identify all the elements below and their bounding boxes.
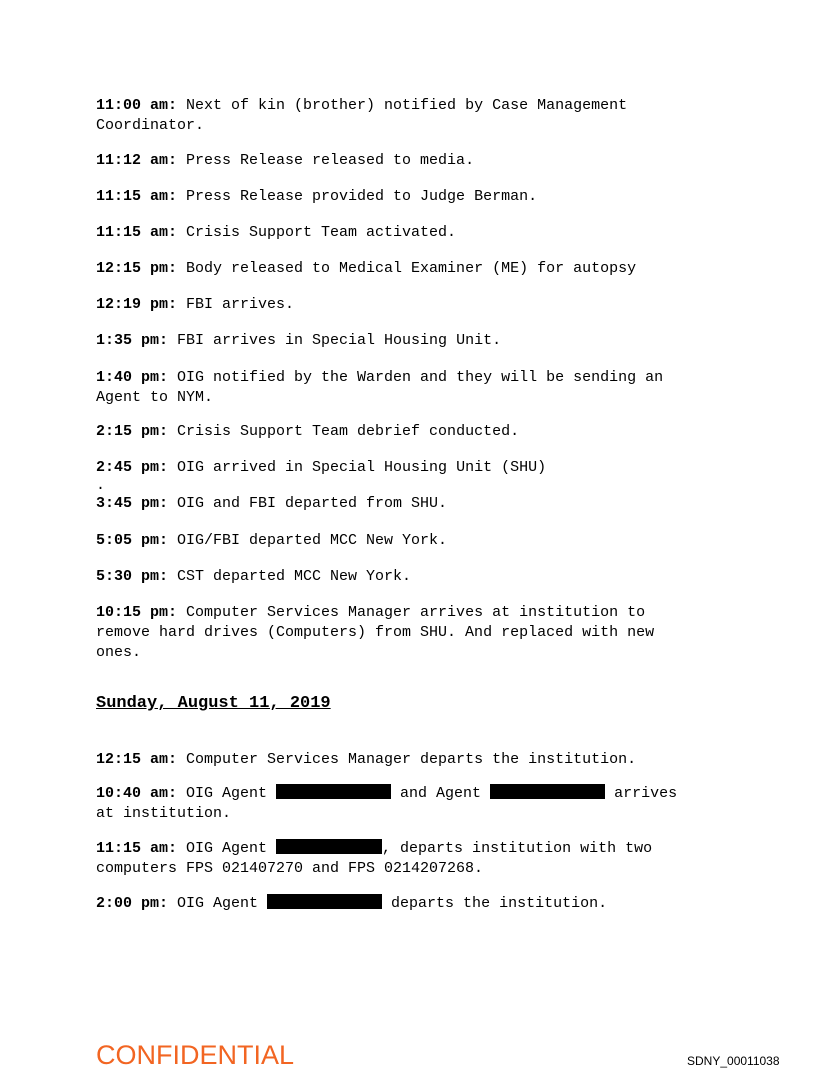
- entry-text: and Agent: [391, 785, 491, 802]
- redaction-box: [276, 839, 382, 854]
- entry-text: OIG/FBI departed MCC New York.: [168, 532, 448, 549]
- timeline-entry: [96, 494, 716, 514]
- entry-time: 11:12 am:: [96, 152, 178, 169]
- entry-text: FBI arrives in Special Housing Unit.: [168, 332, 502, 349]
- timeline-entry: [96, 839, 716, 879]
- timeline-entry: [96, 331, 716, 351]
- timeline-entry: [96, 784, 716, 824]
- entry-time: 11:15 am:: [96, 224, 178, 241]
- entry-text: OIG Agent: [168, 895, 268, 912]
- entry-text: Press Release released to media.: [177, 152, 475, 169]
- entry-time: 2:00 pm:: [96, 895, 169, 912]
- entry-time: 11:15 am:: [96, 840, 178, 857]
- entry-text: Body released to Medical Examiner (ME) for autopsy: [177, 260, 637, 277]
- entry-text: Computer Services Manager arrives at institution to remove hard drives (Computers) from SHU. And replaced with new ones.: [96, 604, 655, 661]
- entry-text: OIG notified by the Warden and they will be sending an Agent to NYM.: [96, 369, 664, 406]
- bates-number: SDNY_00011038: [687, 1054, 780, 1068]
- entry-text: OIG arrived in Special Housing Unit (SHU): [168, 459, 547, 476]
- stray-mark: .: [96, 477, 106, 494]
- timeline-entry: [96, 531, 716, 551]
- entry-text: CST departed MCC New York.: [168, 568, 412, 585]
- entry-text: Press Release provided to Judge Berman.: [177, 188, 538, 205]
- entry-time: 12:15 am:: [96, 751, 178, 768]
- entry-time: 10:15 pm:: [96, 604, 178, 621]
- redaction-box: [267, 894, 382, 909]
- timeline-entry: [96, 422, 716, 442]
- timeline-entry: [96, 259, 716, 279]
- entry-text: OIG Agent: [177, 785, 277, 802]
- entry-text: OIG and FBI departed from SHU.: [168, 495, 448, 512]
- entry-time: 2:45 pm:: [96, 459, 169, 476]
- entry-time: 11:00 am:: [96, 97, 178, 114]
- entry-time: 5:05 pm:: [96, 532, 169, 549]
- timeline-entry: [96, 603, 716, 663]
- entry-time: 2:15 pm:: [96, 423, 169, 440]
- timeline-entry: [96, 295, 716, 315]
- section-heading: Sunday, August 11, 2019: [96, 694, 331, 713]
- redaction-box: [490, 784, 605, 799]
- entry-text: , departs institution with two computers FPS 021407270 and FPS 0214207268.: [96, 840, 653, 877]
- entry-time: 1:35 pm:: [96, 332, 169, 349]
- redaction-box: [276, 784, 391, 799]
- entry-time: 5:30 pm:: [96, 568, 169, 585]
- timeline-entry: [96, 368, 716, 408]
- entry-time: 12:19 pm:: [96, 296, 178, 313]
- entry-text: Crisis Support Team debrief conducted.: [168, 423, 520, 440]
- timeline-entry: [96, 567, 716, 587]
- timeline-entry: [96, 96, 716, 136]
- confidential-stamp: CONFIDENTIAL: [96, 1040, 295, 1070]
- timeline-entry: [96, 187, 716, 207]
- timeline-entry: [96, 894, 716, 914]
- entry-time: 3:45 pm:: [96, 495, 169, 512]
- entry-time: 11:15 am:: [96, 188, 178, 205]
- entry-text: Crisis Support Team activated.: [177, 224, 457, 241]
- entry-text: arrives at institution.: [96, 785, 678, 822]
- timeline-entry: [96, 750, 716, 770]
- entry-time: 10:40 am:: [96, 785, 178, 802]
- entry-text: FBI arrives.: [177, 296, 295, 313]
- timeline-entry: [96, 151, 716, 171]
- entry-text: departs the institution.: [382, 895, 608, 912]
- entry-time: 1:40 pm:: [96, 369, 169, 386]
- entry-time: 12:15 pm:: [96, 260, 178, 277]
- entry-text: Computer Services Manager departs the institution.: [177, 751, 637, 768]
- entry-text: Next of kin (brother) notified by Case Management Coordinator.: [96, 97, 628, 134]
- entry-text: OIG Agent: [177, 840, 277, 857]
- timeline-entry: [96, 223, 716, 243]
- timeline-entry: [96, 458, 716, 478]
